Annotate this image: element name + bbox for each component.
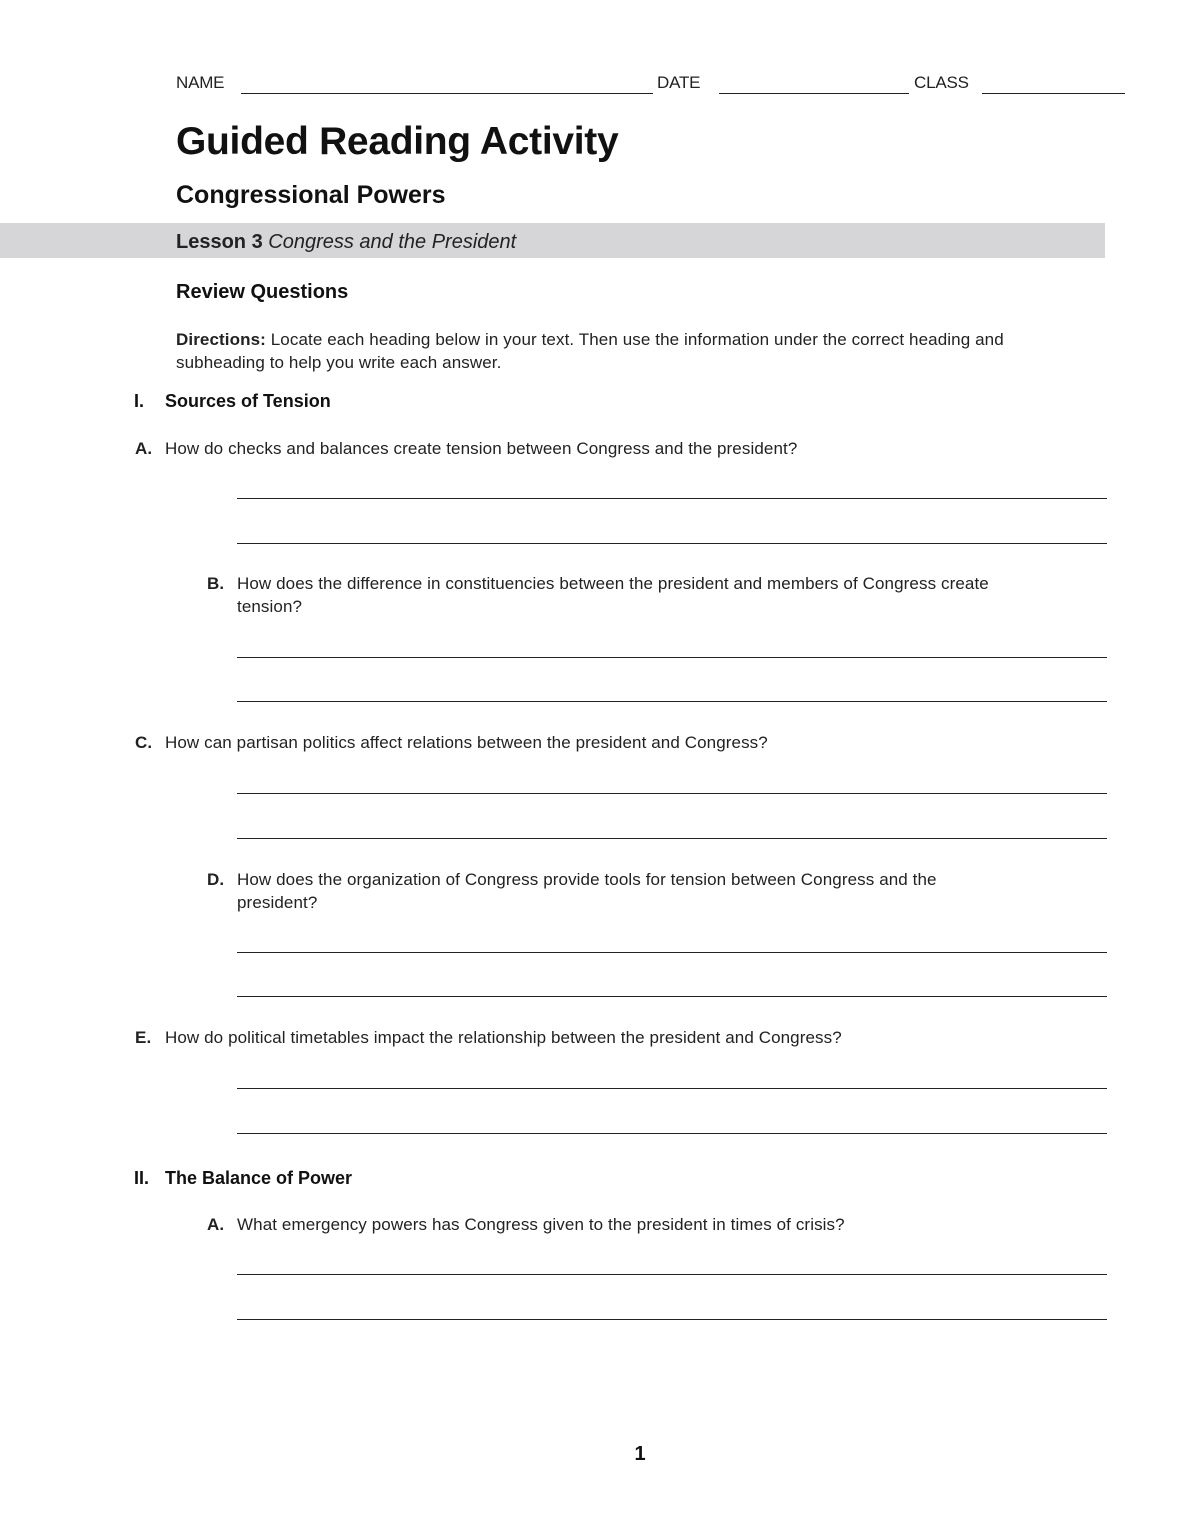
question-1e	[135, 1026, 1065, 1049]
answer-line-1b-2[interactable]	[237, 701, 1107, 702]
answer-line-1e-1[interactable]	[237, 1088, 1107, 1089]
answer-line-1a-2[interactable]	[237, 543, 1107, 544]
question-1b	[207, 572, 1007, 618]
answer-line-1d-2[interactable]	[237, 996, 1107, 997]
question-text: How does the organization of Congress provide tools for tension between Congress and the president?	[237, 870, 937, 912]
question-1c	[135, 731, 1065, 754]
section-heading-2	[134, 1167, 352, 1189]
question-text: What emergency powers has Congress given to the president in times of crisis?	[237, 1215, 845, 1234]
question-text: How do political timetables impact the relationship between the president and Congress?	[165, 1028, 842, 1047]
date-field-line[interactable]	[719, 93, 909, 94]
answer-line-1b-1[interactable]	[237, 657, 1107, 658]
directions-label: Directions:	[176, 330, 266, 349]
section-numeral: I.	[134, 391, 145, 411]
answer-line-1c-2[interactable]	[237, 838, 1107, 839]
answer-line-1a-1[interactable]	[237, 498, 1107, 499]
review-heading: Review Questions	[176, 281, 349, 303]
question-letter: B.	[207, 574, 225, 593]
lesson-number: Lesson 3	[176, 231, 263, 253]
page-number: 1	[634, 1443, 646, 1465]
name-label: NAME	[176, 73, 225, 92]
question-text: How do checks and balances create tension between Congress and the president?	[165, 439, 798, 458]
section-title: The Balance of Power	[165, 1168, 353, 1188]
name-field-line[interactable]	[241, 93, 653, 94]
date-label: DATE	[657, 73, 701, 92]
lesson-heading	[176, 229, 516, 255]
question-letter: D.	[207, 870, 225, 889]
question-letter: A.	[135, 439, 153, 458]
section-numeral: II.	[134, 1168, 150, 1188]
lesson-band	[0, 223, 1105, 258]
class-label: CLASS	[914, 73, 969, 92]
question-1a	[135, 437, 1065, 460]
answer-line-1c-1[interactable]	[237, 793, 1107, 794]
question-text: How does the difference in constituencies between the president and members of Congress create tension?	[237, 574, 989, 616]
question-letter: E.	[135, 1028, 152, 1047]
answer-line-1d-1[interactable]	[237, 952, 1107, 953]
question-letter: C.	[135, 733, 153, 752]
section-title: Sources of Tension	[165, 391, 331, 411]
lesson-name: Congress and the President	[268, 231, 517, 253]
answer-line-2a-1[interactable]	[237, 1274, 1107, 1275]
question-letter: A.	[207, 1215, 225, 1234]
question-1d	[207, 868, 1007, 914]
question-2a	[207, 1213, 1087, 1236]
directions	[176, 328, 1096, 374]
section-heading-1	[134, 390, 331, 412]
directions-text: Locate each heading below in your text. Then use the information under the correct heading and subheading to help you write each answer.	[176, 330, 1004, 372]
answer-line-2a-2[interactable]	[237, 1319, 1107, 1320]
answer-line-1e-2[interactable]	[237, 1133, 1107, 1134]
page-title: Guided Reading Activity	[176, 120, 619, 163]
class-field-line[interactable]	[982, 93, 1125, 94]
question-text: How can partisan politics affect relations between the president and Congress?	[165, 733, 768, 752]
page-subtitle: Congressional Powers	[176, 181, 446, 209]
